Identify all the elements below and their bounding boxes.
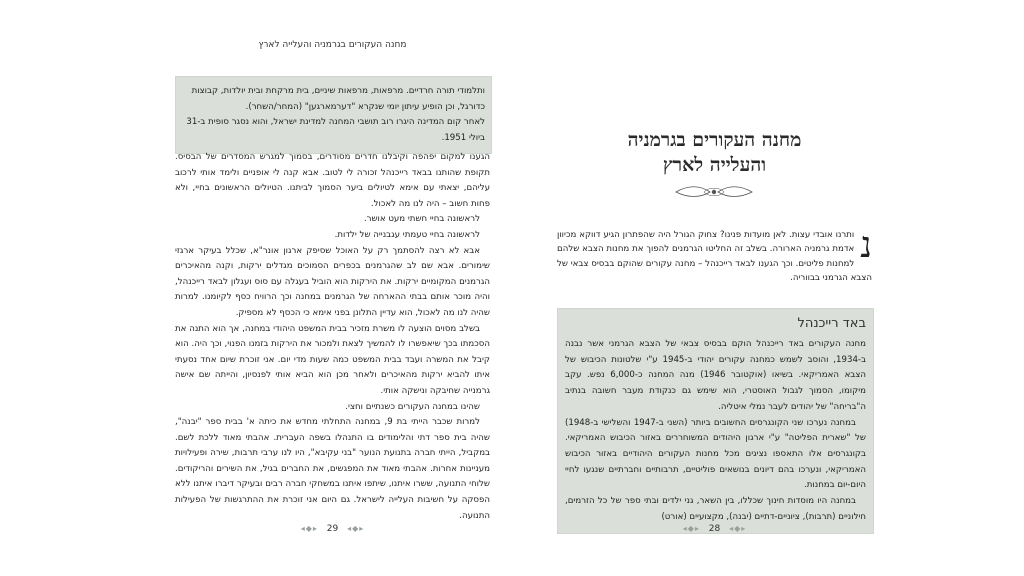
- drop-cap: נ: [860, 225, 872, 266]
- body-paragraph: בשלב מסוים הוצעה לו משרת מזכיר בבית המשפט היהודי במחנה, אך הוא התנה את הסכמתו בכך שיאפשרו לו להמשיך לצאת ולמכור את הירקות בזמנו הפנוי, וכך היה. הוא קיבל את המשרה ועבד בבית המשפט כמה שעות מדי יום. אני זוכרת שיום אחד נסעתי איתו להביא ירקות מהאיכרים ולאחר מכן הוא הביא אותי לפנסיון, והייתה שם אישה גרמנייה שחיבקה ונישקה אותי.: [175, 323, 490, 396]
- body-paragraph: לראשונה בחיי טעמתי עגבנייה של ילדות.: [334, 229, 480, 240]
- folio-ornament-right: ◂◆▸: [347, 524, 365, 533]
- chapter-title-line: והעלייה לארץ: [662, 154, 767, 176]
- chapter-intro: [557, 225, 872, 285]
- body-paragraph: למרות שכבר הייתי בת 9, במחנה התחלתי מחדש את כיתה א' בבית ספר "יבנה", שהיה בית ספר דתי והלימודים בו התנהלו בשפה העברית. אהבתי מאוד ללכת לשם. במקביל, הייתי חברה בתנועת הנוער "בני עקיבא", היו לנו ערבי תרבות, שירה ופעילויות מעניינות אחרות. אהבתי מאוד את המפגשים, את החברים בגיל, את השירים והריקודים. שלוחי התנועה, ששרו איתנו, שיתפו איתנו במשחקי חברה רבים ובעיקר דיברו איתנו ללא הפסקה על חשיבות העלייה לישראל. גם היום אני זוכרת את ההתרגשות של הפעילות התנועה.: [175, 417, 490, 521]
- info-box: [557, 308, 874, 534]
- chapter-title-line: מחנה העקורים בגרמניה: [627, 129, 802, 151]
- page-number: 28: [708, 524, 721, 534]
- box-paragraph: לאחר קום המדינה היגרו רוב תושבי המחנה למדינת ישראל, והוא נסגר סופית ב-31 ביולי 1951.: [186, 117, 485, 143]
- body-paragraph: לראשונה בחיי חשתי מעט אושר.: [363, 214, 480, 225]
- info-box-continued: [175, 76, 492, 154]
- folio-ornament-right: ◂◆▸: [729, 524, 747, 533]
- chapter-title: [557, 128, 872, 178]
- left-page: [175, 0, 490, 576]
- body-paragraph: אבא לא רצה להסתמך רק על האוכל שסיפק ארגון אונר"א, שכלל בעיקר ארגזי שימורים. אבא שם לב שהגרמנים בכפרים הסמוכים מגדלים ירקות, וקנה מהאיכרים הגרמנים המקומיים ירקות. את הירקות הוא הוביל בעגלה עם סוס ועגלון לבאד רייכנהל, והיה מוכר אותם בבתי ההארחה של הגרמנים במחנה וכך הרוויח כסף לקיומנו. למרות שהיה לנו מה לאכול, הוא עדיין התלונן בפני אימא כי הכסף לא מספיק.: [175, 245, 490, 318]
- page-number-footer: [557, 524, 872, 534]
- info-box-heading: באד רייכנהל: [797, 316, 866, 331]
- box-paragraph: במחנה נערכו שני הקונגרסים החשובים ביותר (השני ב-1947 והשלישי ב-1948) של "שארית הפליטה" ע"י ארגון היהודים המשוחררים באזור הכיבוש האמריקאי. בקונגרסים אלו התאספו נציגים מכל מחנות העקורים היהודיים באזור הכיבוש האמריקאי, ונערכו בהם דיונים בנושאים פוליטיים, תרבותיים וחברתיים שנגעו לחיי היום-יום במחנות.: [565, 417, 866, 491]
- body-paragraph: שהינו במחנה העקורים כשנתיים וחצי.: [345, 401, 480, 412]
- running-head: מחנה העקורים בגרמניה והעלייה לארץ: [258, 40, 407, 50]
- right-page: [557, 0, 872, 576]
- body-text: [175, 150, 490, 524]
- box-paragraph: מחנה העקורים באד רייכנהל הוקם בבסיס צבאי של הצבא הגרמני אשר נבנה ב-1934, והוסב לשמש כמחנה עקורים יהודי ב-1945 ע"י שלטונות הכיבוש של הצבא האמריקאי. בשיאו (אוקטובר 1946) מנה המחנה כ-6,000 נפש. עקב מיקומו, הסמוך לגבול האוסטרי, הוא שימש גם כנקודת מעבר חשובה בנתיב ה"בריחה" של יהודים לעבר נמלי איטליה.: [565, 339, 866, 412]
- page-number: 29: [326, 524, 339, 534]
- page-number-footer: [175, 524, 490, 534]
- folio-ornament-left: ◂◆▸: [300, 524, 318, 533]
- flourish-ornament-icon: [674, 183, 754, 201]
- box-paragraph: במחנה היו מוסדות חינוך שכללו, בין השאר, גני ילדים ובתי ספר של כל הזרמים, חילוניים (תרבות), ציוניים-דתיים (יבנה), מקצועיים (אורט): [565, 496, 866, 522]
- folio-ornament-left: ◂◆▸: [682, 524, 700, 533]
- intro-paragraph: ותרנו אובדי עצות. לאן מועדות פנינו? צחוק הגורל היה שהפתרון הגיע דווקא מכיוון אדמת גרמניה הארורה. בשלב זה החליטו הגרמנים להפוך את מחנות הצבא שלהם למחנות פליטים. וכך הגענו לבאד רייכנהל – מחנה עקורים שהוקם בבסיס צבאי של הצבא הגרמני בבווריה.: [557, 230, 872, 283]
- box-paragraph: ותלמודי תורה חרדיים. מרפאות, מרפאות שיניים, בית מרקחת ובית יולדות, קבוצות כדורגל, וכן הופיע עיתון יומי שנקרא "דערמארגען" (המחר/השחר).: [191, 86, 485, 112]
- body-paragraph: הגענו למקום יפהפה וקיבלנו חדרים מסודרים, בסמוך למגרש המסדרים של הבסיס. תקופת שהותנו בבאד רייכנהל זכורה לי לטוב. אבא קנה לי אופניים ולימד אותי לרכוב עליהם, יצאתי עם אימא לטיולים ביער הסמוך לביתנו. הטיולים הראשונים בחיי, ולא פחות חשוב – היה לנו מה לאכול.: [175, 152, 490, 209]
